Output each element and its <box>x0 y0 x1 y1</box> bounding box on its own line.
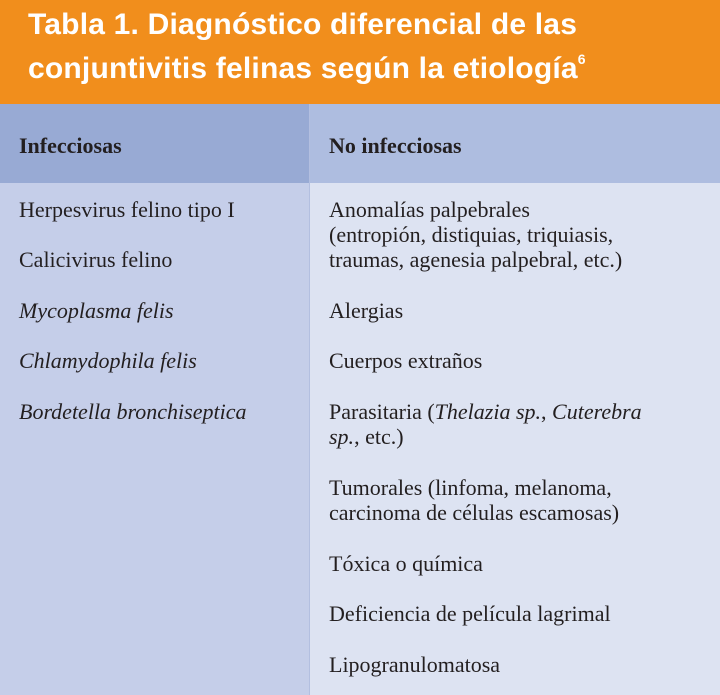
right-item-anomalias-line3: traumas, agenesia palpebral, etc.) <box>329 247 623 272</box>
parasitaria-comma: , <box>541 399 553 424</box>
parasitaria-label: Parasitaria ( <box>329 399 435 424</box>
header-infecciosas: Infecciosas <box>19 133 122 158</box>
right-item-lipogranulomatosa: Lipogranulomatosa <box>329 652 501 677</box>
table-title-bar <box>0 0 720 104</box>
left-item-mycoplasma: Mycoplasma felis <box>19 298 174 323</box>
right-item-alergias: Alergias <box>329 298 404 323</box>
differential-table <box>0 104 720 695</box>
left-item-chlamydophila: Chlamydophila felis <box>19 348 197 373</box>
title-line-2-text: conjuntivitis felinas según la etiología <box>28 52 578 85</box>
parasitaria-sp: sp. <box>329 424 355 449</box>
right-item-cuerpos-extranos: Cuerpos extraños <box>329 348 483 373</box>
left-item-herpesvirus: Herpesvirus felino tipo I <box>19 197 235 222</box>
right-item-parasitaria-line1 <box>329 400 642 424</box>
title-line-1: Tabla 1. Diagnóstico diferencial de las <box>28 8 578 41</box>
right-item-toxica: Tóxica o química <box>329 551 483 576</box>
right-item-deficiencia: Deficiencia de película lagrimal <box>329 601 611 626</box>
title-line-2 <box>28 42 720 86</box>
header-no-infecciosas: No infecciosas <box>329 133 462 158</box>
column-divider <box>309 104 310 695</box>
parasitaria-cuterebra: Cuterebra <box>552 399 642 424</box>
parasitaria-thelazia: Thelazia sp. <box>434 399 542 424</box>
right-item-tumorales-line1: Tumorales (linfoma, melanoma, <box>329 475 612 500</box>
title-footnote-ref: 6 <box>577 51 586 67</box>
right-item-parasitaria-line2 <box>329 425 404 449</box>
left-item-bordetella: Bordetella bronchiseptica <box>19 399 247 424</box>
right-item-tumorales-line2: carcinoma de células escamosas) <box>329 500 620 525</box>
left-item-calicivirus: Calicivirus felino <box>19 247 173 272</box>
parasitaria-etc: , etc.) <box>354 424 404 449</box>
right-item-anomalias-line1: Anomalías palpebrales <box>329 197 530 222</box>
right-item-anomalias-line2: (entropión, distiquias, triquiasis, <box>329 222 614 247</box>
